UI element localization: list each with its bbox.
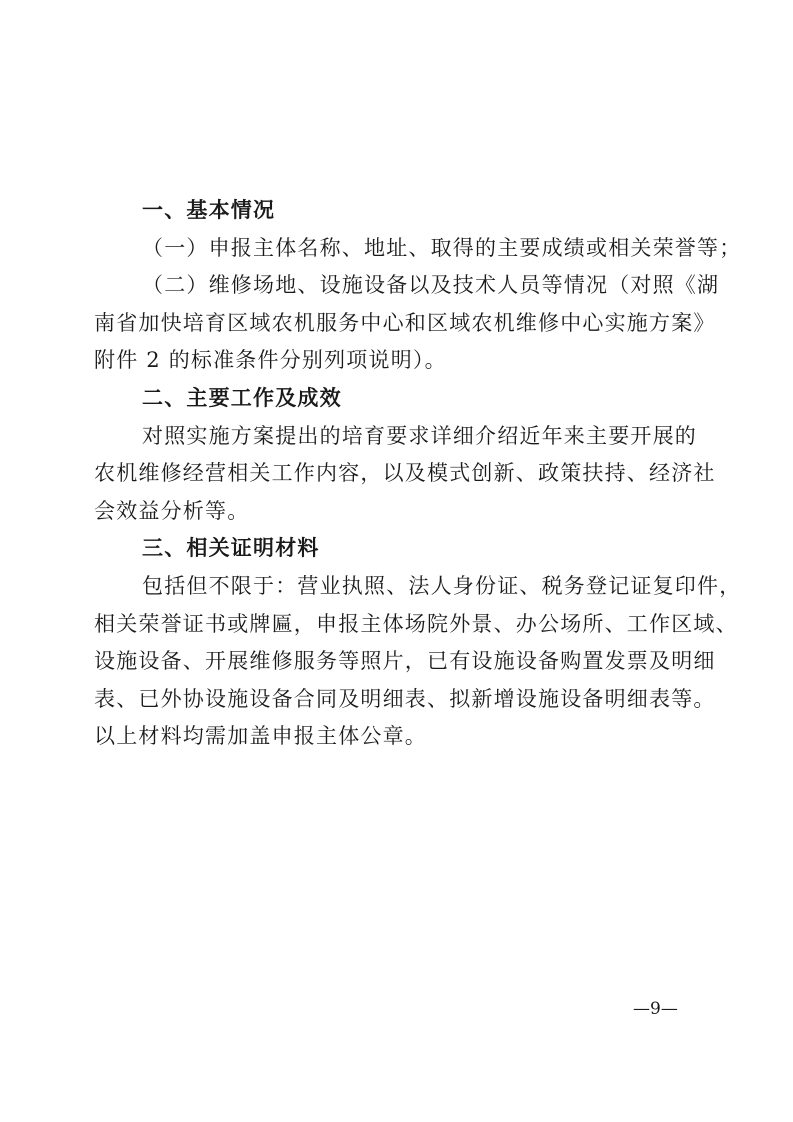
paragraph-line: 对照实施方案提出的培育要求详细介绍近年来主要开展的 [142,423,697,448]
section-heading-basic-info: 一、基本情况 [142,198,276,222]
paragraph-line: 附件 2 的标准条件分别列项说明）。 [94,348,447,373]
paragraph-line: 表、已外协设施设备合同及明细表、拟新增设施设备明细表等。 [94,686,716,711]
paragraph-line: 设施设备、开展维修服务等照片，已有设施设备购置发票及明细 [94,649,716,674]
paragraph-line: （二）维修场地、设施设备以及技术人员等情况（对照《湖 [142,273,720,298]
section-heading-proof-materials: 三、相关证明材料 [142,536,320,561]
paragraph-line: 农机维修经营相关工作内容，以及模式创新、政策扶持、经济社 [94,461,716,486]
page-number: —9— [633,999,678,1019]
paragraph-line: 相关荣誉证书或牌匾，申报主体场院外景、办公场所、工作区域、 [94,611,738,636]
paragraph-line: （一）申报主体名称、地址、取得的主要成绩或相关荣誉等； [142,235,742,260]
paragraph-line: 会效益分析等。 [94,498,250,523]
paragraph-line: 以上材料均需加盖申报主体公章。 [94,724,427,749]
paragraph-line: 南省加快培育区域农机服务中心和区域农机维修中心实施方案》 [94,310,716,335]
paragraph-line: 包括但不限于：营业执照、法人身份证、税务登记证复印件， [142,573,742,598]
document-body [94,192,742,756]
section-heading-work-results: 二、主要工作及成效 [142,385,342,410]
